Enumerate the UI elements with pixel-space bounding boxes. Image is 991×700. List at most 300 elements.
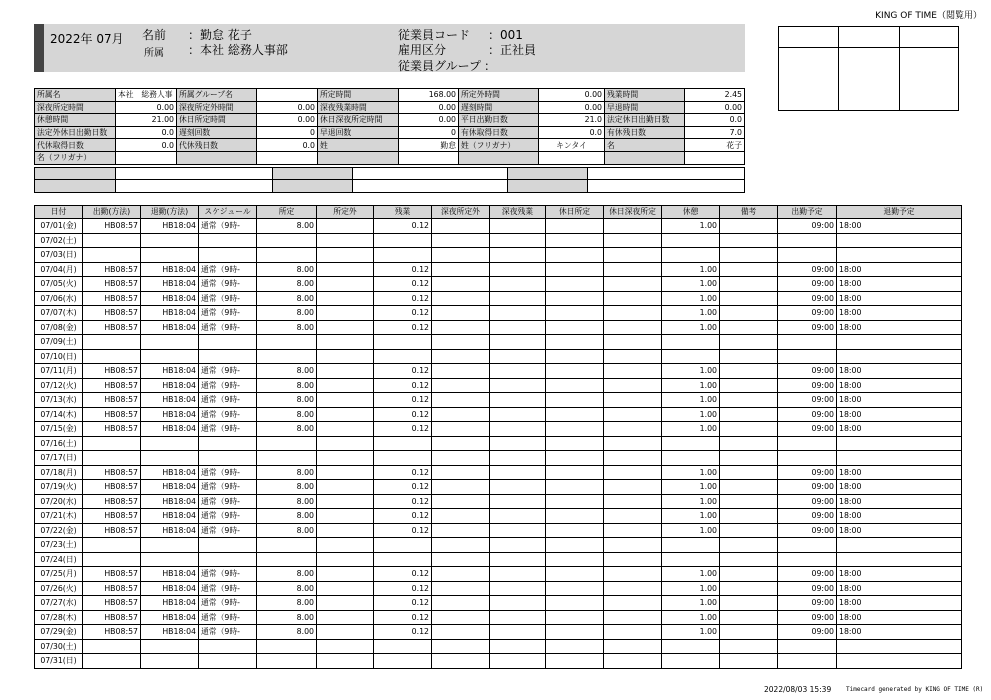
table-cell [374, 654, 432, 669]
table-cell [490, 596, 546, 611]
table-cell: 8.00 [257, 407, 317, 422]
table-cell: HB18:04 [141, 581, 199, 596]
table-cell [317, 248, 374, 263]
table-cell [432, 552, 490, 567]
table-row [35, 335, 962, 350]
table-cell [837, 451, 962, 466]
table-cell [662, 538, 720, 553]
table-cell: 0.12 [374, 378, 432, 393]
table-cell: 09:00 [778, 291, 837, 306]
table-cell: HB18:04 [141, 407, 199, 422]
table-cell [720, 349, 778, 364]
table-cell: 1.00 [662, 306, 720, 321]
stamp-divider [779, 47, 958, 48]
summary-value [257, 89, 318, 102]
table-cell [546, 567, 604, 582]
table-cell [546, 277, 604, 292]
table-cell: 1.00 [662, 494, 720, 509]
table-cell [141, 654, 199, 669]
employment-type-label: 雇用区分 [398, 43, 447, 57]
summary-label: 姓 [318, 139, 399, 152]
table-cell: 8.00 [257, 219, 317, 234]
grid-cell [116, 168, 273, 180]
date-cell: 07/25(月) [35, 567, 83, 582]
table-cell: 8.00 [257, 610, 317, 625]
table-cell: 18:00 [837, 277, 962, 292]
table-cell [199, 335, 257, 350]
table-cell [720, 451, 778, 466]
table-cell: 09:00 [778, 625, 837, 640]
table-cell [490, 320, 546, 335]
table-cell [662, 436, 720, 451]
table-cell [662, 349, 720, 364]
summary-value: 0 [257, 126, 318, 139]
table-cell: 09:00 [778, 509, 837, 524]
table-row [35, 596, 962, 611]
table-cell: 8.00 [257, 422, 317, 437]
table-cell [720, 277, 778, 292]
summary-value: 0 [399, 126, 459, 139]
table-cell [546, 219, 604, 234]
table-cell [546, 393, 604, 408]
table-cell [257, 349, 317, 364]
table-cell: HB18:04 [141, 306, 199, 321]
table-cell: 通常（9時- [199, 291, 257, 306]
table-cell: 1.00 [662, 378, 720, 393]
table-cell [83, 552, 141, 567]
table-cell [432, 625, 490, 640]
table-cell [490, 219, 546, 234]
table-cell [604, 494, 662, 509]
column-header: 残業 [374, 206, 432, 219]
table-cell [546, 248, 604, 263]
table-cell [720, 233, 778, 248]
table-cell: HB18:04 [141, 494, 199, 509]
table-cell [432, 567, 490, 582]
table-cell [546, 596, 604, 611]
table-cell: 18:00 [837, 494, 962, 509]
table-cell: 1.00 [662, 581, 720, 596]
table-cell: HB18:04 [141, 364, 199, 379]
table-cell [604, 349, 662, 364]
table-cell [604, 335, 662, 350]
table-cell [778, 654, 837, 669]
table-cell [720, 509, 778, 524]
name-label: 名前 [142, 28, 167, 42]
table-cell [604, 509, 662, 524]
table-cell: 8.00 [257, 480, 317, 495]
table-cell [432, 320, 490, 335]
table-cell [604, 364, 662, 379]
table-cell: 18:00 [837, 291, 962, 306]
table-cell [720, 654, 778, 669]
table-cell [257, 639, 317, 654]
table-cell [778, 436, 837, 451]
summary-label [177, 151, 257, 164]
summary-value: 0.0 [539, 126, 605, 139]
summary-row [35, 89, 745, 102]
table-cell: HB18:04 [141, 480, 199, 495]
summary-label: 名 [605, 139, 685, 152]
table-cell [83, 248, 141, 263]
table-cell [490, 451, 546, 466]
summary-value: 7.0 [685, 126, 745, 139]
table-row [35, 349, 962, 364]
table-row [35, 291, 962, 306]
table-cell [720, 610, 778, 625]
summary-label: 遅刻回数 [177, 126, 257, 139]
table-cell: HB08:57 [83, 509, 141, 524]
table-cell [720, 262, 778, 277]
table-cell: 8.00 [257, 509, 317, 524]
table-cell [432, 262, 490, 277]
table-cell [546, 523, 604, 538]
table-cell: 09:00 [778, 494, 837, 509]
table-cell [432, 233, 490, 248]
table-cell: HB08:57 [83, 523, 141, 538]
table-cell: 09:00 [778, 581, 837, 596]
table-cell [490, 364, 546, 379]
date-cell: 07/02(土) [35, 233, 83, 248]
table-cell [720, 494, 778, 509]
grid-cell [35, 180, 116, 192]
table-cell [432, 335, 490, 350]
table-cell: 09:00 [778, 596, 837, 611]
table-cell: HB18:04 [141, 596, 199, 611]
table-cell [604, 291, 662, 306]
table-cell [604, 538, 662, 553]
table-cell [199, 552, 257, 567]
summary-label [459, 151, 539, 164]
summary-table [34, 88, 745, 165]
summary-label [605, 151, 685, 164]
table-row [35, 465, 962, 480]
employment-type-value: ：正社員 [488, 43, 537, 57]
table-cell [546, 610, 604, 625]
table-cell [317, 465, 374, 480]
table-cell [604, 422, 662, 437]
table-cell: 18:00 [837, 610, 962, 625]
table-cell [778, 451, 837, 466]
table-cell: 8.00 [257, 465, 317, 480]
table-cell [257, 552, 317, 567]
table-cell: 8.00 [257, 581, 317, 596]
table-cell: HB08:57 [83, 364, 141, 379]
column-header: 休憩 [662, 206, 720, 219]
summary-label: 遅刻時間 [459, 101, 539, 114]
date-cell: 07/12(火) [35, 378, 83, 393]
table-cell: 18:00 [837, 407, 962, 422]
date-cell: 07/05(火) [35, 277, 83, 292]
table-cell [720, 639, 778, 654]
table-cell [490, 654, 546, 669]
table-row [35, 364, 962, 379]
table-cell: HB08:57 [83, 480, 141, 495]
table-cell: 09:00 [778, 306, 837, 321]
table-cell [546, 291, 604, 306]
table-row [35, 538, 962, 553]
table-cell [374, 538, 432, 553]
table-cell [317, 523, 374, 538]
table-cell [317, 436, 374, 451]
column-header: 出勤予定 [778, 206, 837, 219]
table-cell: 1.00 [662, 465, 720, 480]
table-cell [720, 480, 778, 495]
table-cell [317, 277, 374, 292]
table-cell [604, 436, 662, 451]
summary-label: 深夜所定外時間 [177, 101, 257, 114]
summary-value: 0.00 [399, 101, 459, 114]
table-row [35, 422, 962, 437]
table-row [35, 625, 962, 640]
stamp-divider [838, 27, 839, 110]
table-cell [317, 538, 374, 553]
summary-value: 本社 総務人事 [116, 89, 177, 102]
table-cell [374, 349, 432, 364]
summary-row [35, 139, 745, 152]
table-cell [317, 610, 374, 625]
summary-label: 名（フリガナ） [35, 151, 116, 164]
table-cell [83, 335, 141, 350]
table-cell: 09:00 [778, 262, 837, 277]
table-row [35, 654, 962, 669]
table-cell [432, 378, 490, 393]
table-cell [662, 335, 720, 350]
table-row [35, 480, 962, 495]
table-cell [604, 625, 662, 640]
table-cell: 09:00 [778, 523, 837, 538]
table-cell [490, 306, 546, 321]
table-cell [837, 248, 962, 263]
summary-row [35, 101, 745, 114]
table-cell [317, 509, 374, 524]
summary-label: 早退時間 [605, 101, 685, 114]
generated-timestamp: 2022/08/03 15:39 [764, 685, 832, 694]
table-cell: 通常（9時- [199, 509, 257, 524]
table-cell [546, 422, 604, 437]
summary-label: 所属グループ名 [177, 89, 257, 102]
table-cell [837, 335, 962, 350]
table-cell [720, 596, 778, 611]
table-cell [490, 538, 546, 553]
table-cell: HB18:04 [141, 291, 199, 306]
summary-value: 0.00 [539, 89, 605, 102]
table-cell: HB18:04 [141, 509, 199, 524]
table-cell: 0.12 [374, 277, 432, 292]
table-cell [546, 639, 604, 654]
table-cell: 1.00 [662, 509, 720, 524]
table-cell [546, 306, 604, 321]
table-cell: HB18:04 [141, 422, 199, 437]
summary-row [35, 151, 745, 164]
summary-label: 休憩時間 [35, 114, 116, 127]
table-cell [317, 233, 374, 248]
table-cell: 1.00 [662, 610, 720, 625]
table-row [35, 451, 962, 466]
table-cell: 0.12 [374, 480, 432, 495]
table-cell [604, 277, 662, 292]
date-cell: 07/03(日) [35, 248, 83, 263]
table-cell: HB18:04 [141, 567, 199, 582]
table-cell: 18:00 [837, 567, 962, 582]
date-cell: 07/18(月) [35, 465, 83, 480]
table-cell [720, 422, 778, 437]
summary-value: キンタイ [539, 139, 605, 152]
column-header: 所定外 [317, 206, 374, 219]
table-cell: 09:00 [778, 320, 837, 335]
table-cell [778, 552, 837, 567]
table-cell: 通常（9時- [199, 523, 257, 538]
date-cell: 07/16(土) [35, 436, 83, 451]
column-header: 所定 [257, 206, 317, 219]
table-cell: 1.00 [662, 625, 720, 640]
table-cell: 通常（9時- [199, 581, 257, 596]
table-cell [837, 552, 962, 567]
date-cell: 07/13(水) [35, 393, 83, 408]
table-row [35, 436, 962, 451]
table-cell [317, 407, 374, 422]
table-cell: 09:00 [778, 480, 837, 495]
table-cell [778, 639, 837, 654]
table-cell: 18:00 [837, 378, 962, 393]
table-cell [83, 639, 141, 654]
table-cell [317, 451, 374, 466]
table-row [35, 306, 962, 321]
table-cell [374, 451, 432, 466]
summary-value [399, 151, 459, 164]
summary-value [257, 151, 318, 164]
table-cell [432, 422, 490, 437]
table-cell [720, 320, 778, 335]
table-cell: 0.12 [374, 306, 432, 321]
table-cell [720, 436, 778, 451]
table-cell: HB08:57 [83, 581, 141, 596]
table-row [35, 567, 962, 582]
date-cell: 07/30(土) [35, 639, 83, 654]
table-cell: 通常（9時- [199, 422, 257, 437]
table-cell: 8.00 [257, 291, 317, 306]
table-cell [141, 349, 199, 364]
summary-value: 0.0 [116, 126, 177, 139]
summary-row [35, 114, 745, 127]
date-cell: 07/15(金) [35, 422, 83, 437]
table-cell [317, 552, 374, 567]
table-cell [374, 552, 432, 567]
table-cell [604, 480, 662, 495]
table-cell [837, 538, 962, 553]
summary-label: 平日出勤日数 [459, 114, 539, 127]
table-cell [490, 610, 546, 625]
summary-value: 21.00 [116, 114, 177, 127]
grid-cell [508, 168, 588, 180]
table-cell [432, 654, 490, 669]
table-cell: HB08:57 [83, 219, 141, 234]
date-cell: 07/07(木) [35, 306, 83, 321]
table-cell [199, 233, 257, 248]
table-cell [490, 436, 546, 451]
table-cell [490, 494, 546, 509]
table-cell: 18:00 [837, 219, 962, 234]
table-cell [83, 349, 141, 364]
table-cell: 09:00 [778, 610, 837, 625]
table-cell [432, 581, 490, 596]
table-cell [432, 364, 490, 379]
summary-label: 休日所定時間 [177, 114, 257, 127]
date-cell: 07/08(金) [35, 320, 83, 335]
table-cell: 09:00 [778, 364, 837, 379]
table-cell [317, 349, 374, 364]
table-cell [604, 248, 662, 263]
grid-cell [353, 180, 508, 192]
table-cell [199, 538, 257, 553]
table-cell [432, 465, 490, 480]
table-cell [720, 538, 778, 553]
grid-cell [508, 180, 588, 192]
summary-value: 0.0 [685, 114, 745, 127]
table-cell [490, 233, 546, 248]
table-cell [374, 436, 432, 451]
table-cell [257, 436, 317, 451]
table-cell: 0.12 [374, 219, 432, 234]
table-row [35, 219, 962, 234]
table-row [35, 320, 962, 335]
summary-value: 21.0 [539, 114, 605, 127]
table-cell [432, 509, 490, 524]
table-cell: 0.12 [374, 291, 432, 306]
table-cell: HB08:57 [83, 422, 141, 437]
table-cell: HB18:04 [141, 465, 199, 480]
table-cell [317, 494, 374, 509]
table-cell: 18:00 [837, 393, 962, 408]
table-row [35, 523, 962, 538]
table-cell [720, 364, 778, 379]
table-cell [720, 625, 778, 640]
table-cell: HB08:57 [83, 291, 141, 306]
table-cell [604, 610, 662, 625]
table-cell [662, 248, 720, 263]
table-cell [604, 262, 662, 277]
summary-label: 所定外時間 [459, 89, 539, 102]
table-cell [546, 262, 604, 277]
column-header: 深夜所定外 [432, 206, 490, 219]
table-cell [83, 436, 141, 451]
table-cell: HB18:04 [141, 219, 199, 234]
table-cell: 通常（9時- [199, 219, 257, 234]
table-cell: HB08:57 [83, 567, 141, 582]
table-cell [546, 364, 604, 379]
table-cell [141, 335, 199, 350]
table-cell [432, 219, 490, 234]
table-cell: HB18:04 [141, 320, 199, 335]
table-cell [199, 654, 257, 669]
table-cell: 09:00 [778, 567, 837, 582]
summary-label: 残業時間 [605, 89, 685, 102]
table-cell: HB18:04 [141, 393, 199, 408]
table-cell: HB08:57 [83, 320, 141, 335]
table-cell [432, 596, 490, 611]
table-cell: 0.12 [374, 465, 432, 480]
summary-label: 代休残日数 [177, 139, 257, 152]
table-cell: 8.00 [257, 625, 317, 640]
table-cell [374, 233, 432, 248]
summary-label: 深夜残業時間 [318, 101, 399, 114]
table-cell: 8.00 [257, 364, 317, 379]
summary-value [539, 151, 605, 164]
table-cell: 0.12 [374, 596, 432, 611]
table-cell [141, 436, 199, 451]
summary-label: 深夜所定時間 [35, 101, 116, 114]
table-cell: 1.00 [662, 422, 720, 437]
